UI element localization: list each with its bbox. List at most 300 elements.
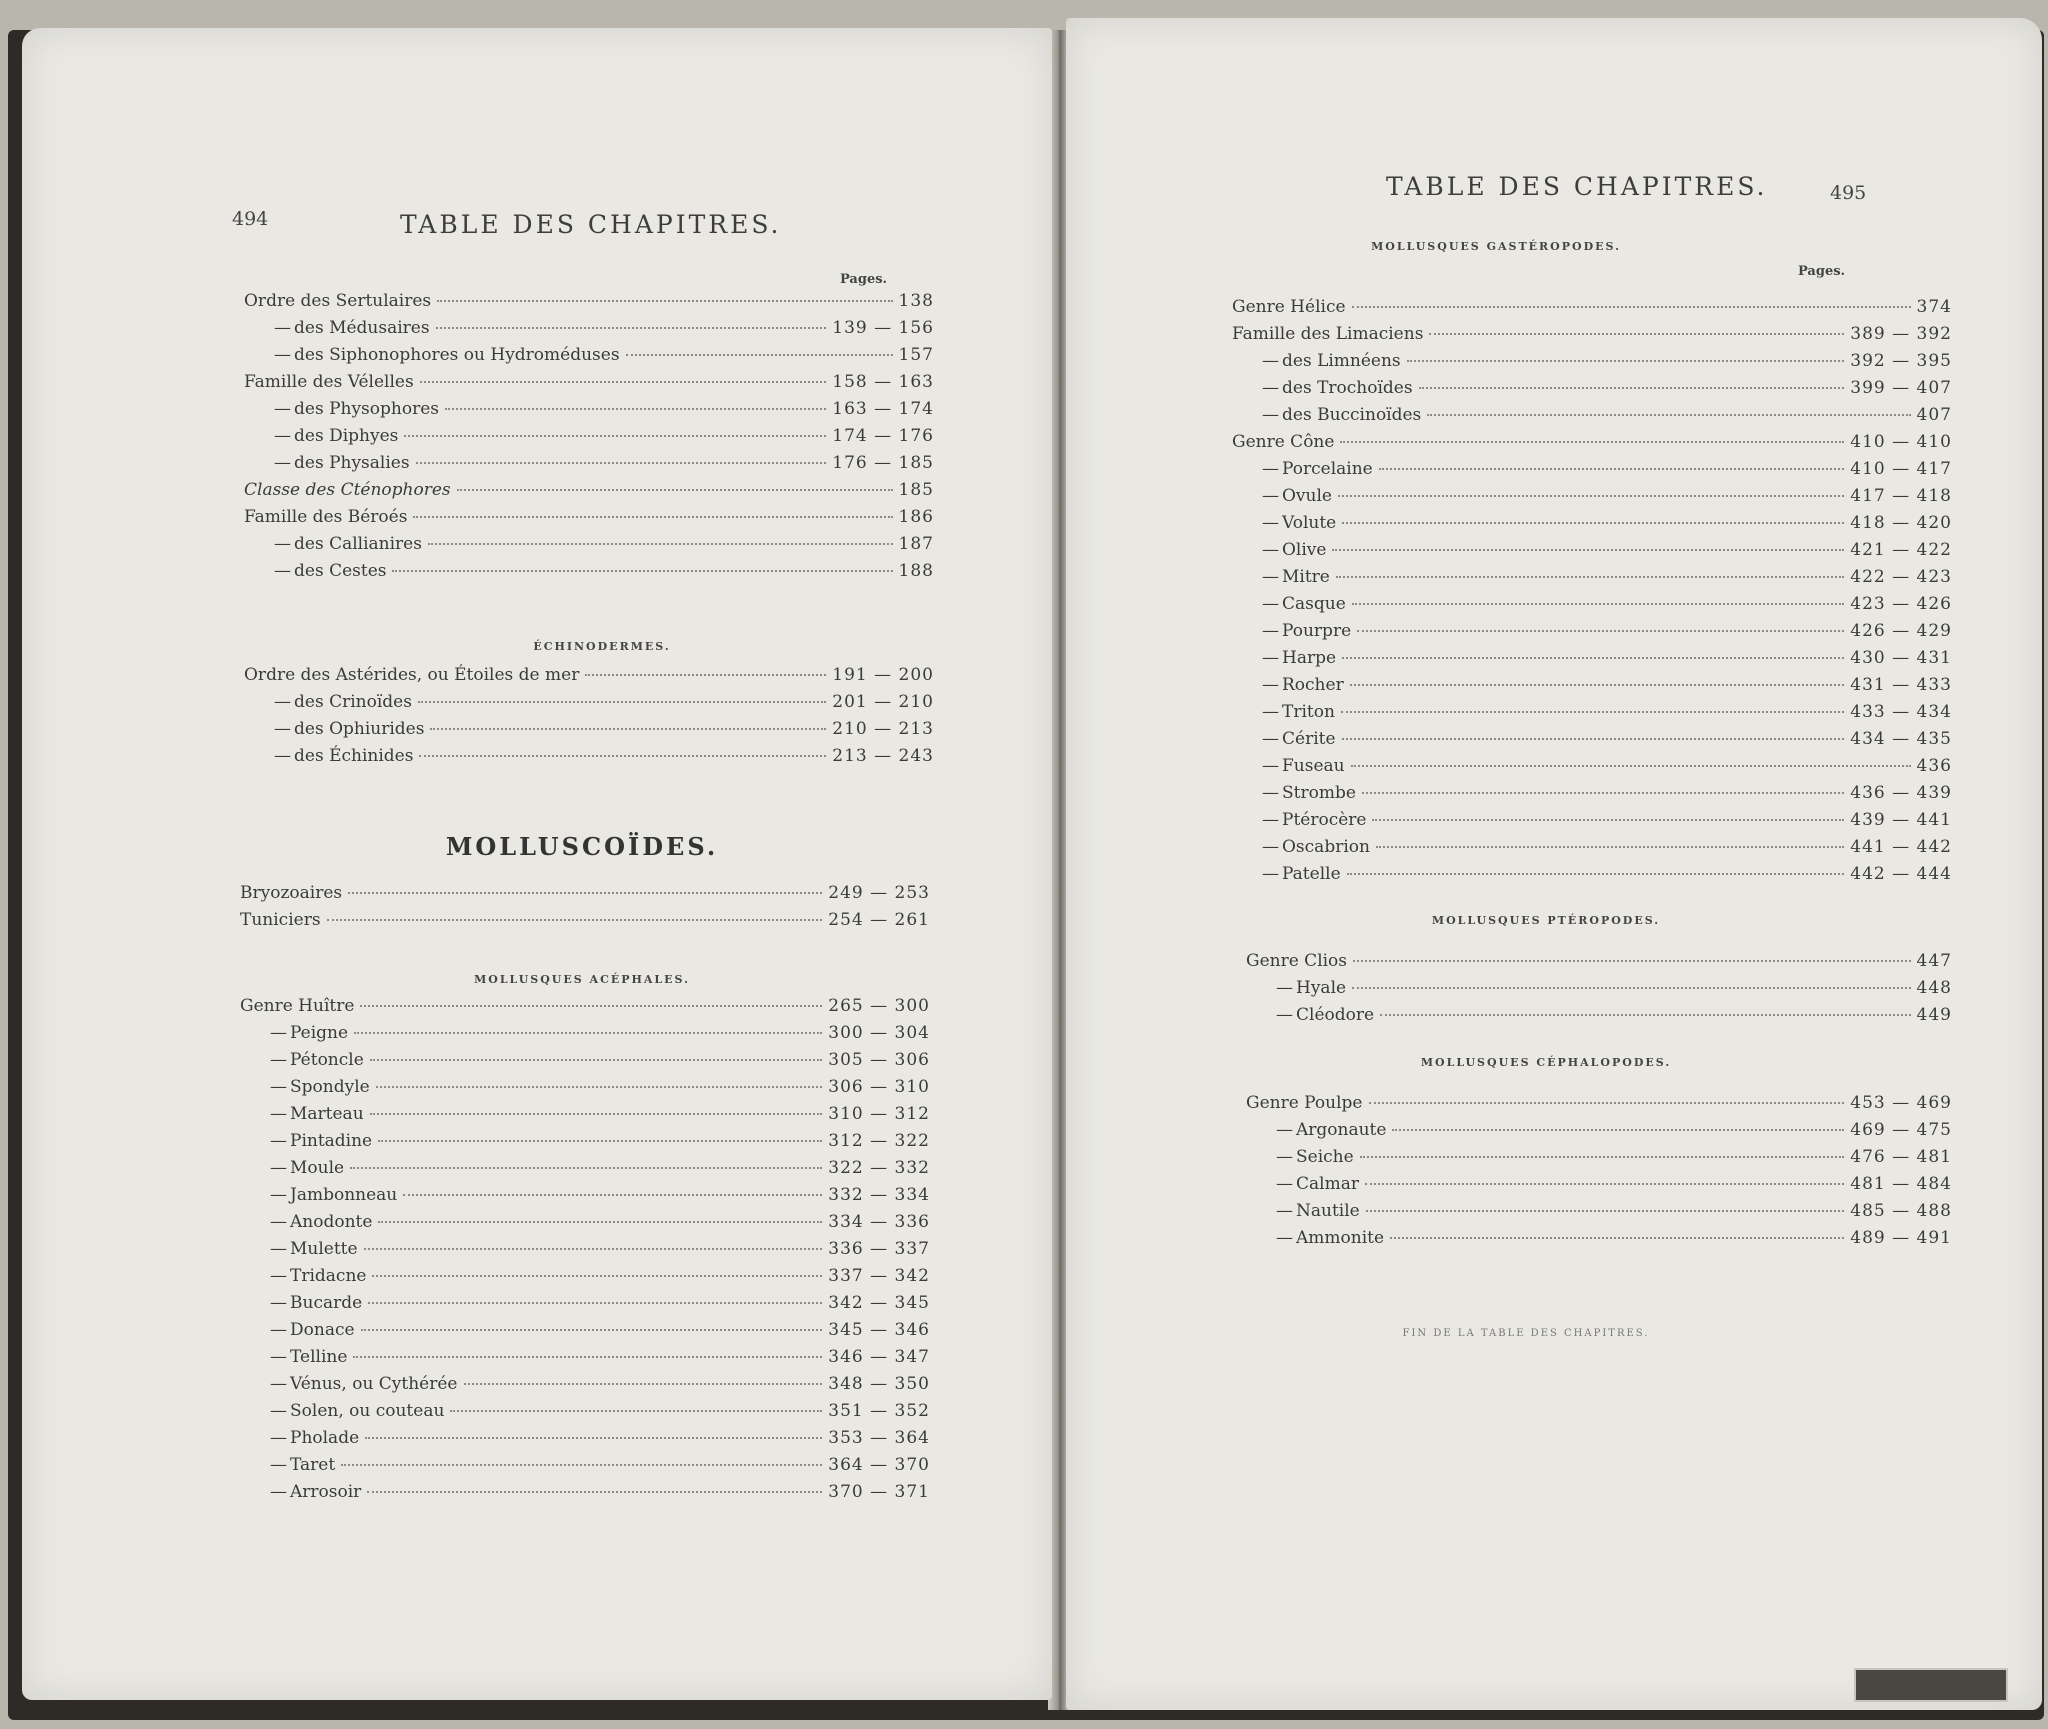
toc-entry (1232, 780, 1952, 807)
dot-leader (1380, 1013, 1911, 1016)
toc-entry-label: Pétoncle (290, 1050, 364, 1070)
toc-entry-dash: — (274, 345, 291, 365)
toc-entry-pages: 139 — 156 (832, 318, 934, 338)
part-heading: MOLLUSCOÏDES. (445, 832, 719, 861)
toc-entry-label: Jambonneau (290, 1185, 398, 1205)
dot-leader (404, 434, 826, 437)
toc-entry-dash: — (1262, 567, 1279, 587)
toc-entry-pages: 370 — 371 (828, 1482, 930, 1502)
toc-entry (244, 342, 934, 369)
toc-entry-pages: 417 — 418 (1850, 486, 1952, 506)
dot-leader (450, 1409, 822, 1412)
dot-leader (392, 569, 892, 572)
dot-leader (437, 299, 892, 302)
toc-entry (240, 1371, 930, 1398)
dot-leader (360, 1004, 822, 1007)
dot-leader (428, 542, 893, 545)
toc-entry (244, 477, 934, 504)
toc-entry-pages: 426 — 429 (1850, 621, 1952, 641)
toc-entry-label: Triton (1282, 702, 1335, 722)
toc-entry (244, 504, 934, 531)
toc-entry-pages: 306 — 310 (828, 1077, 930, 1097)
toc-entry-dash: — (1262, 378, 1279, 398)
toc-entry-dash: — (270, 1401, 287, 1421)
toc-entry (240, 1344, 930, 1371)
toc-entry-label: Taret (290, 1455, 336, 1475)
dot-leader (419, 754, 826, 757)
toc-entry-dash: — (1262, 810, 1279, 830)
toc-entry (240, 1182, 930, 1209)
toc-entry (1232, 348, 1952, 375)
toc-entry-pages: 138 (898, 291, 934, 311)
section-heading: MOLLUSQUES CÉPHALOPODES. (1420, 1056, 1672, 1069)
toc-entry-dash: — (1262, 540, 1279, 560)
toc-entry-pages: 441 — 442 (1850, 837, 1952, 857)
toc-entry-label: Famille des Vélelles (244, 372, 414, 392)
toc-entry (1232, 402, 1952, 429)
dot-leader (353, 1355, 822, 1358)
toc-entry-label: des Médusaires (294, 318, 430, 338)
toc-entry-label: des Ophiurides (294, 719, 425, 739)
toc-entry (1232, 537, 1952, 564)
toc-entry-pages: 353 — 364 (828, 1428, 930, 1448)
toc-entry-pages: 421 — 422 (1850, 540, 1952, 560)
toc-entry-label: Donace (290, 1320, 355, 1340)
toc-entry-label: Mitre (1282, 567, 1330, 587)
dot-leader (1341, 710, 1844, 713)
toc-entry-pages: 399 — 407 (1850, 378, 1952, 398)
toc-entry (1232, 564, 1952, 591)
toc-entry (1232, 510, 1952, 537)
toc-entry-dash: — (270, 1374, 287, 1394)
page-number: 494 (232, 208, 269, 230)
toc-entry-label: Mulette (290, 1239, 358, 1259)
toc-entry-pages: 249 — 253 (828, 883, 930, 903)
toc-entry (1232, 645, 1952, 672)
toc-entry (244, 423, 934, 450)
toc-entry-pages: 346 — 347 (828, 1347, 930, 1367)
toc-entry (244, 396, 934, 423)
toc-entry-label: Oscabrion (1282, 837, 1370, 857)
toc-entry-dash: — (274, 746, 291, 766)
toc-entry-pages: 430 — 431 (1850, 648, 1952, 668)
toc-entry-pages: 410 — 410 (1850, 432, 1952, 452)
toc-entry-dash: — (270, 1320, 287, 1340)
dot-leader (1336, 575, 1844, 578)
toc-entry-pages: 312 — 322 (828, 1131, 930, 1151)
dot-leader (1366, 1209, 1845, 1212)
toc-entry-pages: 439 — 441 (1850, 810, 1952, 830)
dot-leader (1379, 467, 1845, 470)
toc-entry-label: Patelle (1282, 864, 1341, 884)
toc-entry (240, 1047, 930, 1074)
toc-entry-label: Pourpre (1282, 621, 1352, 641)
toc-entry-dash: — (1262, 486, 1279, 506)
toc-entry (1246, 948, 1952, 975)
toc-entry-dash: — (270, 1428, 287, 1448)
toc-entry-pages: 423 — 426 (1850, 594, 1952, 614)
toc-entry-label: Tuniciers (240, 910, 321, 930)
dot-leader (1369, 1101, 1845, 1104)
toc-entry (244, 662, 934, 689)
toc-entry-dash: — (1276, 1201, 1293, 1221)
dot-leader (327, 918, 823, 921)
section-heading: ÉCHINODERMES. (533, 640, 671, 653)
toc-entry-label: Harpe (1282, 648, 1337, 668)
left-page (22, 28, 1052, 1700)
toc-entry-pages: 374 (1916, 297, 1952, 317)
toc-entry-dash: — (274, 426, 291, 446)
dot-leader (1357, 629, 1844, 632)
toc-entry-label: Famille des Limaciens (1232, 324, 1424, 344)
dot-leader (1427, 413, 1910, 416)
toc-entry-label: Ammonite (1296, 1228, 1385, 1248)
toc-group-hydrozoa (244, 288, 934, 585)
toc-entry-pages: 485 — 488 (1850, 1201, 1952, 1221)
toc-entry-dash: — (270, 1131, 287, 1151)
toc-entry-pages: 254 — 261 (828, 910, 930, 930)
toc-entry-pages: 332 — 334 (828, 1185, 930, 1205)
dot-leader (350, 1166, 822, 1169)
toc-entry-dash: — (1262, 783, 1279, 803)
toc-entry-label: Bryozoaires (240, 883, 343, 903)
toc-entry (240, 1263, 930, 1290)
toc-entry (240, 1155, 930, 1182)
toc-entry (1232, 321, 1952, 348)
toc-entry-pages: 174 — 176 (832, 426, 934, 446)
toc-entry (1232, 807, 1952, 834)
toc-entry (240, 1074, 930, 1101)
toc-entry-pages: 176 — 185 (832, 453, 934, 473)
toc-entry-pages: 453 — 469 (1850, 1093, 1952, 1113)
running-head: TABLE DES CHAPITRES. (400, 210, 782, 239)
toc-entry-dash: — (1262, 648, 1279, 668)
toc-entry-dash: — (1262, 405, 1279, 425)
toc-entry-label: Genre Poulpe (1246, 1093, 1363, 1113)
dot-leader (341, 1463, 822, 1466)
toc-entry (244, 716, 934, 743)
toc-entry-pages: 300 — 304 (828, 1023, 930, 1043)
dot-leader (1390, 1236, 1844, 1239)
running-head: TABLE DES CHAPITRES. (1386, 172, 1768, 201)
toc-entry-dash: — (270, 1077, 287, 1097)
toc-entry (244, 531, 934, 558)
toc-entry-dash: — (1262, 513, 1279, 533)
toc-entry-dash: — (1262, 621, 1279, 641)
toc-entry (240, 1020, 930, 1047)
dot-leader (430, 727, 826, 730)
toc-entry (240, 1425, 930, 1452)
dot-leader (365, 1436, 822, 1439)
toc-entry-dash: — (1262, 729, 1279, 749)
toc-entry-dash: — (270, 1266, 287, 1286)
dot-leader (1338, 494, 1844, 497)
toc-entry-pages: 449 (1916, 1005, 1952, 1025)
dot-leader (445, 407, 826, 410)
dot-leader (354, 1031, 822, 1034)
toc-entry-label: Casque (1282, 594, 1346, 614)
toc-entry-label: Solen, ou couteau (290, 1401, 445, 1421)
toc-entry (240, 1101, 930, 1128)
toc-entry-pages: 442 — 444 (1850, 864, 1952, 884)
toc-entry-pages: 265 — 300 (828, 996, 930, 1016)
toc-entry-dash: — (1262, 594, 1279, 614)
toc-entry (1246, 1171, 1952, 1198)
toc-entry-dash: — (1276, 978, 1293, 998)
toc-entry (240, 1452, 930, 1479)
toc-entry (240, 1398, 930, 1425)
dot-leader (372, 1274, 822, 1277)
toc-entry-label: des Siphonophores ou Hydroméduses (294, 345, 620, 365)
page-number: 495 (1830, 182, 1867, 204)
toc-entry-label: Genre Hélice (1232, 297, 1346, 317)
toc-entry-label: des Crinoïdes (294, 692, 412, 712)
toc-entry-pages: 186 (898, 507, 934, 527)
toc-group-pteropodes (1246, 948, 1952, 1029)
toc-entry (1232, 456, 1952, 483)
dot-leader (378, 1139, 822, 1142)
toc-entry (240, 1317, 930, 1344)
toc-entry-pages: 310 — 312 (828, 1104, 930, 1124)
toc-entry-pages: 481 — 484 (1850, 1174, 1952, 1194)
toc-entry-label: Pholade (290, 1428, 360, 1448)
toc-entry-label: Hyale (1296, 978, 1347, 998)
dot-leader (1342, 656, 1844, 659)
dot-leader (1419, 386, 1845, 389)
toc-entry (240, 907, 930, 934)
dot-leader (1342, 521, 1844, 524)
toc-entry-label: Ordre des Sertulaires (244, 291, 432, 311)
toc-entry-pages: 448 (1916, 978, 1952, 998)
toc-entry (244, 369, 934, 396)
toc-group-acephales (240, 993, 930, 1506)
toc-entry-label: des Physalies (294, 453, 410, 473)
dot-leader (1372, 818, 1844, 821)
section-heading: MOLLUSQUES GASTÉROPODES. (1371, 240, 1621, 253)
dot-leader (464, 1382, 823, 1385)
toc-entry (1232, 726, 1952, 753)
toc-entry-pages: 407 (1916, 405, 1952, 425)
toc-entry-label: Famille des Béroés (244, 507, 408, 527)
dot-leader (1351, 764, 1911, 767)
toc-entry-dash: — (274, 318, 291, 338)
dot-leader (1350, 683, 1845, 686)
dot-leader (1376, 845, 1844, 848)
toc-entry-label: Arrosoir (290, 1482, 362, 1502)
toc-entry-pages: 201 — 210 (832, 692, 934, 712)
toc-entry-label: des Cestes (294, 561, 387, 581)
toc-entry-dash: — (1262, 756, 1279, 776)
toc-group-cephalopodes (1246, 1090, 1952, 1252)
toc-entry (1232, 483, 1952, 510)
dot-leader (1392, 1128, 1844, 1131)
dot-leader (418, 700, 826, 703)
right-page (1066, 18, 2042, 1710)
toc-entry-pages: 389 — 392 (1850, 324, 1952, 344)
toc-entry-pages: 210 — 213 (832, 719, 934, 739)
toc-entry (1246, 975, 1952, 1002)
toc-entry (1246, 1002, 1952, 1029)
toc-entry-label: Marteau (290, 1104, 364, 1124)
toc-entry-pages: 336 — 337 (828, 1239, 930, 1259)
dot-leader (1360, 1155, 1845, 1158)
dot-leader (378, 1220, 822, 1223)
toc-entry-label: Calmar (1296, 1174, 1359, 1194)
dot-leader (1347, 872, 1845, 875)
toc-entry-label: Bucarde (290, 1293, 363, 1313)
toc-entry (240, 1128, 930, 1155)
dot-leader (1365, 1182, 1844, 1185)
toc-entry-dash: — (270, 1023, 287, 1043)
toc-entry-dash: — (270, 1482, 287, 1502)
toc-entry-dash: — (270, 1050, 287, 1070)
toc-entry-label: Volute (1282, 513, 1337, 533)
toc-entry-dash: — (274, 399, 291, 419)
dot-leader (436, 326, 827, 329)
toc-entry-label: Spondyle (290, 1077, 370, 1097)
toc-entry-label: des Limnéens (1282, 351, 1401, 371)
toc-entry-pages: 351 — 352 (828, 1401, 930, 1421)
toc-entry-dash: — (1262, 351, 1279, 371)
toc-entry (1232, 699, 1952, 726)
toc-entry-dash: — (270, 1455, 287, 1475)
dot-leader (1429, 332, 1844, 335)
toc-entry-pages: 185 (898, 480, 934, 500)
toc-entry-dash: — (1262, 675, 1279, 695)
toc-entry-pages: 187 (898, 534, 934, 554)
toc-entry (244, 743, 934, 770)
toc-entry (1232, 294, 1952, 321)
section-heading: MOLLUSQUES PTÉROPODES. (1431, 914, 1661, 927)
toc-entry-label: Strombe (1282, 783, 1356, 803)
toc-entry-label: Argonaute (1296, 1120, 1387, 1140)
pages-label: Pages. (840, 272, 888, 287)
toc-entry-dash: — (274, 719, 291, 739)
toc-entry-label: Genre Clios (1246, 951, 1348, 971)
dot-leader (348, 891, 822, 894)
dot-leader (376, 1085, 823, 1088)
toc-entry-pages: 422 — 423 (1850, 567, 1952, 587)
toc-entry-dash: — (274, 453, 291, 473)
toc-entry-label: des Échinides (294, 746, 414, 766)
toc-entry-pages: 188 (898, 561, 934, 581)
end-note: FIN DE LA TABLE DES CHAPITRES. (1402, 1328, 1650, 1339)
toc-entry-label: Anodonte (290, 1212, 373, 1232)
toc-entry (244, 558, 934, 585)
toc-entry-pages: 322 — 332 (828, 1158, 930, 1178)
dot-leader (1332, 548, 1844, 551)
toc-entry-dash: — (270, 1212, 287, 1232)
toc-entry-pages: 436 (1916, 756, 1952, 776)
toc-entry-dash: — (1276, 1005, 1293, 1025)
toc-entry-dash: — (270, 1185, 287, 1205)
toc-entry (1246, 1198, 1952, 1225)
toc-entry-pages: 163 — 174 (832, 399, 934, 419)
toc-entry-label: Ordre des Astérides, ou Étoiles de mer (244, 665, 580, 685)
dot-leader (420, 380, 827, 383)
toc-entry-pages: 489 — 491 (1850, 1228, 1952, 1248)
toc-group-gasteropodes (1232, 294, 1952, 888)
dot-leader (1352, 305, 1911, 308)
toc-entry-dash: — (1276, 1228, 1293, 1248)
dot-leader (361, 1328, 823, 1331)
toc-entry-label: Classe des Cténophores (244, 480, 451, 500)
toc-entry (1246, 1144, 1952, 1171)
toc-entry-label: Porcelaine (1282, 459, 1373, 479)
dot-leader (626, 353, 893, 356)
dot-leader (370, 1058, 823, 1061)
toc-entry-pages: 337 — 342 (828, 1266, 930, 1286)
toc-entry (1232, 618, 1952, 645)
toc-entry (244, 315, 934, 342)
dot-leader (416, 461, 827, 464)
toc-entry-label: Vénus, ou Cythérée (290, 1374, 458, 1394)
toc-entry (244, 689, 934, 716)
toc-entry-label: Seiche (1296, 1147, 1354, 1167)
toc-entry-label: Cérite (1282, 729, 1336, 749)
toc-entry (240, 993, 930, 1020)
toc-entry-label: des Callianires (294, 534, 422, 554)
toc-entry (1232, 672, 1952, 699)
pages-label: Pages. (1798, 264, 1846, 279)
toc-entry (240, 1236, 930, 1263)
toc-entry-pages: 364 — 370 (828, 1455, 930, 1475)
dot-leader (403, 1193, 822, 1196)
toc-entry-pages: 342 — 345 (828, 1293, 930, 1313)
toc-entry (240, 1479, 930, 1506)
toc-entry (1232, 861, 1952, 888)
dot-leader (413, 515, 892, 518)
toc-entry-label: Genre Cône (1232, 432, 1335, 452)
toc-entry-pages: 418 — 420 (1850, 513, 1952, 533)
toc-entry-pages: 431 — 433 (1850, 675, 1952, 695)
toc-entry-label: des Buccinoïdes (1282, 405, 1422, 425)
toc-entry-label: des Trochoïdes (1282, 378, 1413, 398)
toc-entry-dash: — (270, 1104, 287, 1124)
toc-entry-dash: — (1262, 864, 1279, 884)
dot-leader (1340, 440, 1844, 443)
toc-group-molluscoides (240, 880, 930, 934)
toc-entry (1232, 429, 1952, 456)
toc-entry-label: Moule (290, 1158, 345, 1178)
toc-entry-label: Cléodore (1296, 1005, 1375, 1025)
toc-entry-pages: 469 — 475 (1850, 1120, 1952, 1140)
toc-entry (1232, 753, 1952, 780)
toc-entry-label: Genre Huître (240, 996, 355, 1016)
toc-entry-label: Fuseau (1282, 756, 1345, 776)
toc-entry-label: Telline (290, 1347, 348, 1367)
toc-entry (244, 288, 934, 315)
toc-entry-dash: — (270, 1347, 287, 1367)
toc-entry-label: Tridacne (290, 1266, 367, 1286)
toc-entry-label: Olive (1282, 540, 1327, 560)
toc-entry-label: Rocher (1282, 675, 1344, 695)
toc-entry-dash: — (270, 1239, 287, 1259)
toc-entry-dash: — (1262, 702, 1279, 722)
section-heading: MOLLUSQUES ACÉPHALES. (474, 973, 690, 986)
dot-leader (1407, 359, 1845, 362)
dot-leader (1362, 791, 1844, 794)
toc-entry-dash: — (274, 534, 291, 554)
toc-entry (1232, 591, 1952, 618)
toc-entry-pages: 213 — 243 (832, 746, 934, 766)
toc-entry-dash: — (270, 1158, 287, 1178)
toc-entry-dash: — (1276, 1147, 1293, 1167)
dot-leader (370, 1112, 823, 1115)
toc-entry-pages: 191 — 200 (832, 665, 934, 685)
toc-entry (240, 1209, 930, 1236)
toc-entry-label: Peigne (290, 1023, 349, 1043)
